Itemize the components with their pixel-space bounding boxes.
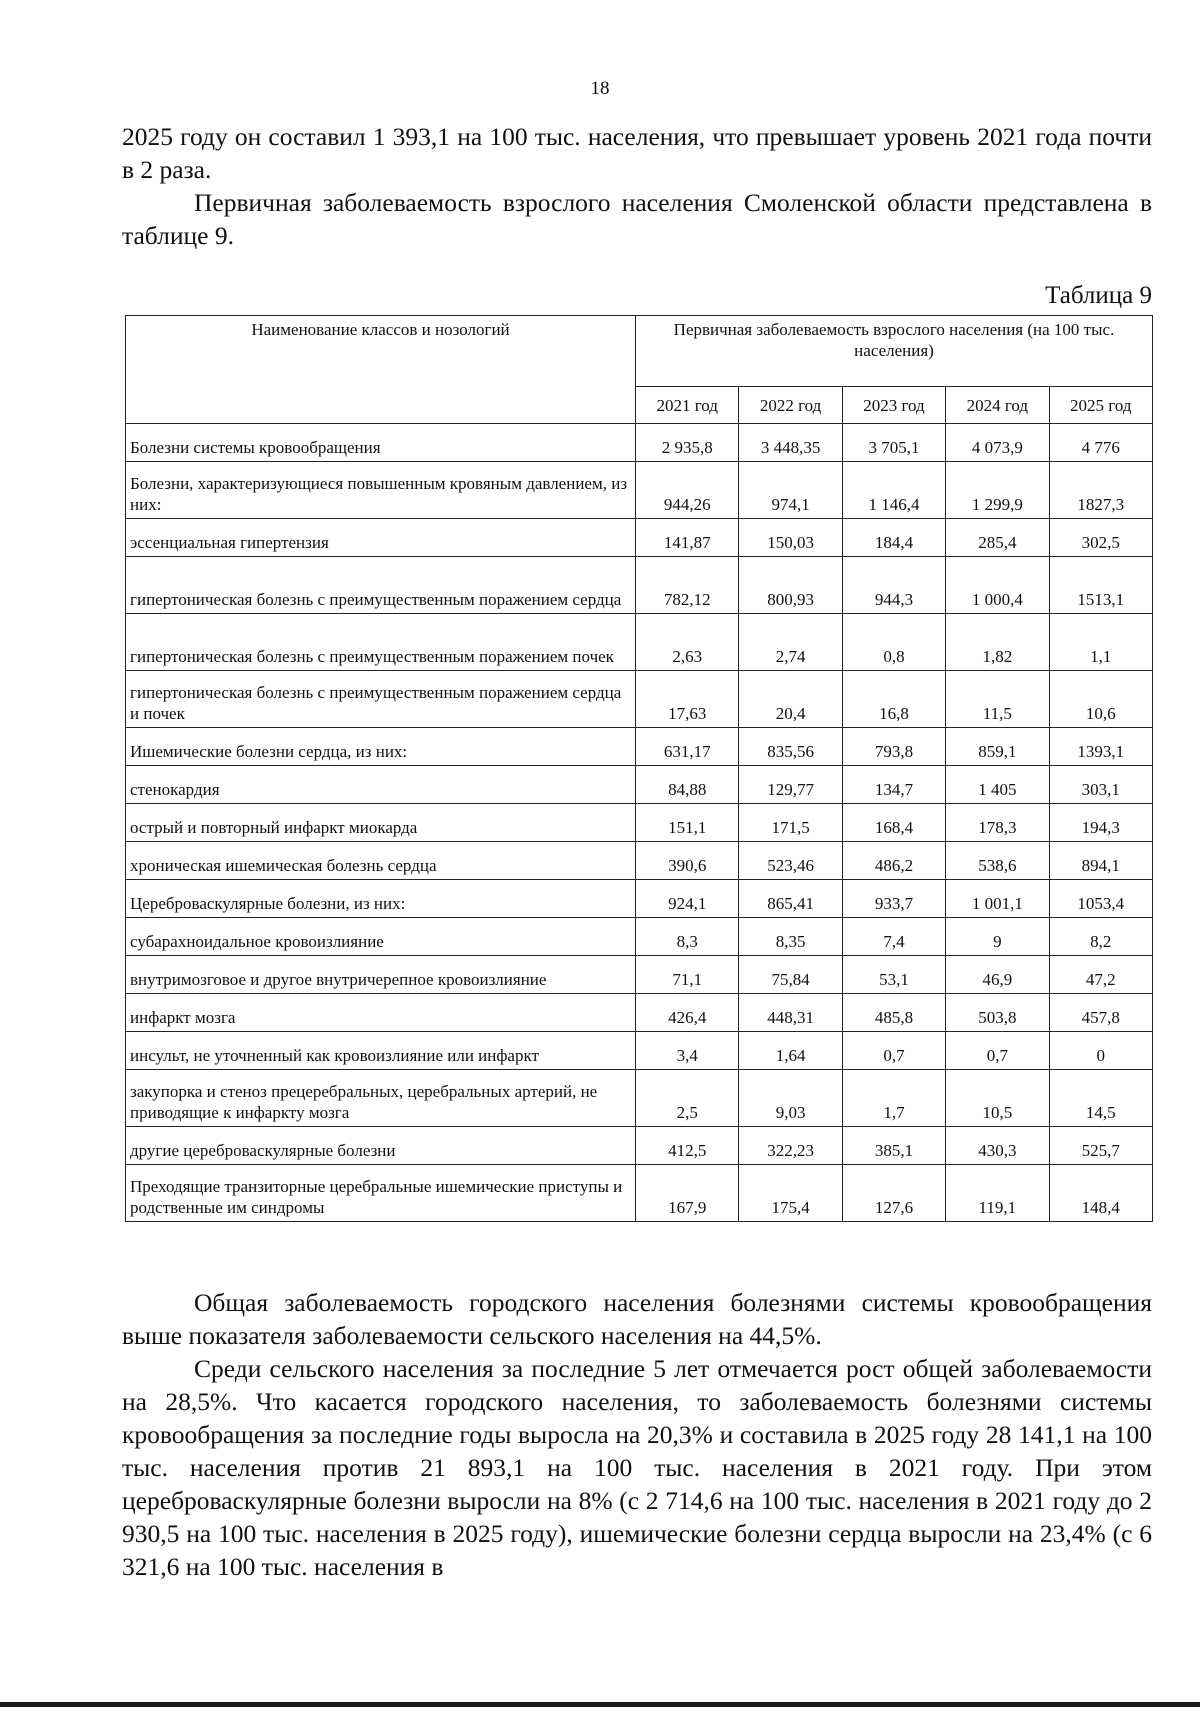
cell-value: 302,5 [1049, 519, 1152, 557]
cell-value: 303,1 [1049, 766, 1152, 804]
header-year: 2023 год [842, 387, 945, 424]
row-name: гипертоническая болезнь с преимущественным поражением сердца [126, 557, 636, 614]
cell-value: 3 448,35 [739, 424, 842, 462]
row-name: острый и повторный инфаркт миокарда [126, 804, 636, 842]
row-name: субарахноидальное кровоизлияние [126, 918, 636, 956]
intro-paragraph-continued: 2025 году он составил 1 393,1 на 100 тыс. населения, что превышает уровень 2021 года почти в 2 раза. [122, 122, 1152, 184]
cell-value: 538,6 [946, 842, 1049, 880]
cell-value: 1,64 [739, 1032, 842, 1070]
cell-value: 285,4 [946, 519, 1049, 557]
cell-value: 3,4 [636, 1032, 739, 1070]
cell-value: 148,4 [1049, 1165, 1152, 1222]
cell-value: 134,7 [842, 766, 945, 804]
cell-value: 47,2 [1049, 956, 1152, 994]
cell-value: 1 000,4 [946, 557, 1049, 614]
cell-value: 150,03 [739, 519, 842, 557]
cell-value: 10,5 [946, 1070, 1049, 1127]
cell-value: 7,4 [842, 918, 945, 956]
cell-value: 168,4 [842, 804, 945, 842]
cell-value: 782,12 [636, 557, 739, 614]
cell-value: 1513,1 [1049, 557, 1152, 614]
header-group: Первичная заболеваемость взрослого населения (на 100 тыс. населения) [636, 316, 1153, 387]
cell-value: 430,3 [946, 1127, 1049, 1165]
table-row [126, 671, 1153, 728]
table-row [126, 557, 1153, 614]
table-row [126, 918, 1153, 956]
cell-value: 141,87 [636, 519, 739, 557]
cell-value: 8,35 [739, 918, 842, 956]
row-name: закупорка и стеноз прецеребральных, церебральных артерий, не приводящие к инфаркту мозга [126, 1070, 636, 1127]
cell-value: 631,17 [636, 728, 739, 766]
table-row [126, 519, 1153, 557]
row-name: Болезни системы кровообращения [126, 424, 636, 462]
cell-value: 859,1 [946, 728, 1049, 766]
cell-value: 2,63 [636, 614, 739, 671]
cell-value: 0,7 [842, 1032, 945, 1070]
cell-value: 71,1 [636, 956, 739, 994]
cell-value: 84,88 [636, 766, 739, 804]
cell-value: 1 405 [946, 766, 1049, 804]
table-caption: Таблица 9 [1045, 282, 1152, 309]
cell-value: 9,03 [739, 1070, 842, 1127]
cell-value: 46,9 [946, 956, 1049, 994]
cell-value: 974,1 [739, 462, 842, 519]
table-row [126, 462, 1153, 519]
cell-value: 944,3 [842, 557, 945, 614]
table-row [126, 728, 1153, 766]
cell-value: 171,5 [739, 804, 842, 842]
cell-value: 835,56 [739, 728, 842, 766]
cell-value: 944,26 [636, 462, 739, 519]
cell-value: 894,1 [1049, 842, 1152, 880]
row-name: другие цереброваскулярные болезни [126, 1127, 636, 1165]
cell-value: 20,4 [739, 671, 842, 728]
cell-value: 486,2 [842, 842, 945, 880]
intro-paragraph-table-reference: Первичная заболеваемость взрослого населения Смоленской области представлена в таблице 9. [122, 188, 1152, 250]
closing-paragraph-urban-vs-rural: Общая заболеваемость городского населения болезнями системы кровообращения выше показателя заболеваемости сельского населения на 44,5%. [122, 1288, 1152, 1350]
cell-value: 53,1 [842, 956, 945, 994]
table-row [126, 956, 1153, 994]
cell-value: 385,1 [842, 1127, 945, 1165]
closing-paragraph-rural-growth: Среди сельского населения за последние 5 лет отмечается рост общей заболеваемости на 28,5%. Что касается городского населения, то заболеваемость болезнями системы кровообращения за последние годы выросла на 20,3% и составила в 2025 году 28 141,1 на 100 тыс. населения против 21 893,1 на 100 тыс. населения в 2021 году. При этом цереброваскулярные болезни выросли на 8% (с 2 714,6 на 100 тыс. населения в 2021 году до 2 930,5 на 100 тыс. населения в 2025 году), ишемические болезни сердца выросли на 23,4% (с 6 321,6 на 100 тыс. населения в [122, 1354, 1152, 1581]
cell-value: 1,82 [946, 614, 1049, 671]
cell-value: 75,84 [739, 956, 842, 994]
cell-value: 865,41 [739, 880, 842, 918]
cell-value: 1,1 [1049, 614, 1152, 671]
row-name: Болезни, характеризующиеся повышенным кровяным давлением, из них: [126, 462, 636, 519]
cell-value: 793,8 [842, 728, 945, 766]
header-year: 2025 год [1049, 387, 1152, 424]
table-row [126, 614, 1153, 671]
table-row [126, 766, 1153, 804]
cell-value: 194,3 [1049, 804, 1152, 842]
header-year: 2022 год [739, 387, 842, 424]
row-name: хроническая ишемическая болезнь сердца [126, 842, 636, 880]
cell-value: 17,63 [636, 671, 739, 728]
cell-value: 2,5 [636, 1070, 739, 1127]
page-number: 18 [590, 78, 610, 99]
cell-value: 457,8 [1049, 994, 1152, 1032]
cell-value: 129,77 [739, 766, 842, 804]
table-row [126, 880, 1153, 918]
cell-value: 1 146,4 [842, 462, 945, 519]
cell-value: 8,3 [636, 918, 739, 956]
cell-value: 1827,3 [1049, 462, 1152, 519]
cell-value: 1 299,9 [946, 462, 1049, 519]
cell-value: 525,7 [1049, 1127, 1152, 1165]
cell-value: 14,5 [1049, 1070, 1152, 1127]
cell-value: 503,8 [946, 994, 1049, 1032]
cell-value: 0,8 [842, 614, 945, 671]
cell-value: 933,7 [842, 880, 945, 918]
cell-value: 167,9 [636, 1165, 739, 1222]
row-name: инсульт, не уточненный как кровоизлияние или инфаркт [126, 1032, 636, 1070]
cell-value: 1053,4 [1049, 880, 1152, 918]
cell-value: 523,46 [739, 842, 842, 880]
cell-value: 3 705,1 [842, 424, 945, 462]
cell-value: 184,4 [842, 519, 945, 557]
cell-value: 2,74 [739, 614, 842, 671]
cell-value: 426,4 [636, 994, 739, 1032]
table-row [126, 1127, 1153, 1165]
cell-value: 800,93 [739, 557, 842, 614]
table-row [126, 804, 1153, 842]
table-row [126, 1032, 1153, 1070]
row-name: Ишемические болезни сердца, из них: [126, 728, 636, 766]
table-row [126, 1070, 1153, 1127]
scan-bottom-edge [0, 1702, 1200, 1707]
table-row [126, 842, 1153, 880]
cell-value: 1 001,1 [946, 880, 1049, 918]
cell-value: 322,23 [739, 1127, 842, 1165]
table-row [126, 424, 1153, 462]
cell-value: 175,4 [739, 1165, 842, 1222]
cell-value: 11,5 [946, 671, 1049, 728]
cell-value: 119,1 [946, 1165, 1049, 1222]
cell-value: 4 073,9 [946, 424, 1049, 462]
row-name: стенокардия [126, 766, 636, 804]
row-name: внутримозговое и другое внутричерепное кровоизлияние [126, 956, 636, 994]
row-name: гипертоническая болезнь с преимущественным поражением почек [126, 614, 636, 671]
cell-value: 16,8 [842, 671, 945, 728]
cell-value: 178,3 [946, 804, 1049, 842]
cell-value: 924,1 [636, 880, 739, 918]
cell-value: 0,7 [946, 1032, 1049, 1070]
cell-value: 412,5 [636, 1127, 739, 1165]
table-row [126, 1165, 1153, 1222]
cell-value: 448,31 [739, 994, 842, 1032]
cell-value: 8,2 [1049, 918, 1152, 956]
cell-value: 127,6 [842, 1165, 945, 1222]
cell-value: 1393,1 [1049, 728, 1152, 766]
header-name-column: Наименование классов и нозологий [126, 316, 636, 424]
row-name: Цереброваскулярные болезни, из них: [126, 880, 636, 918]
header-year: 2021 год [636, 387, 739, 424]
table-row [126, 994, 1153, 1032]
cell-value: 485,8 [842, 994, 945, 1032]
cell-value: 4 776 [1049, 424, 1152, 462]
cell-value: 151,1 [636, 804, 739, 842]
row-name: эссенциальная гипертензия [126, 519, 636, 557]
cell-value: 0 [1049, 1032, 1152, 1070]
cell-value: 9 [946, 918, 1049, 956]
morbidity-table [125, 315, 1153, 1222]
cell-value: 390,6 [636, 842, 739, 880]
row-name: Преходящие транзиторные церебральные ишемические приступы и родственные им синдромы [126, 1165, 636, 1222]
header-year: 2024 год [946, 387, 1049, 424]
cell-value: 1,7 [842, 1070, 945, 1127]
row-name: инфаркт мозга [126, 994, 636, 1032]
cell-value: 10,6 [1049, 671, 1152, 728]
row-name: гипертоническая болезнь с преимущественным поражением сердца и почек [126, 671, 636, 728]
cell-value: 2 935,8 [636, 424, 739, 462]
